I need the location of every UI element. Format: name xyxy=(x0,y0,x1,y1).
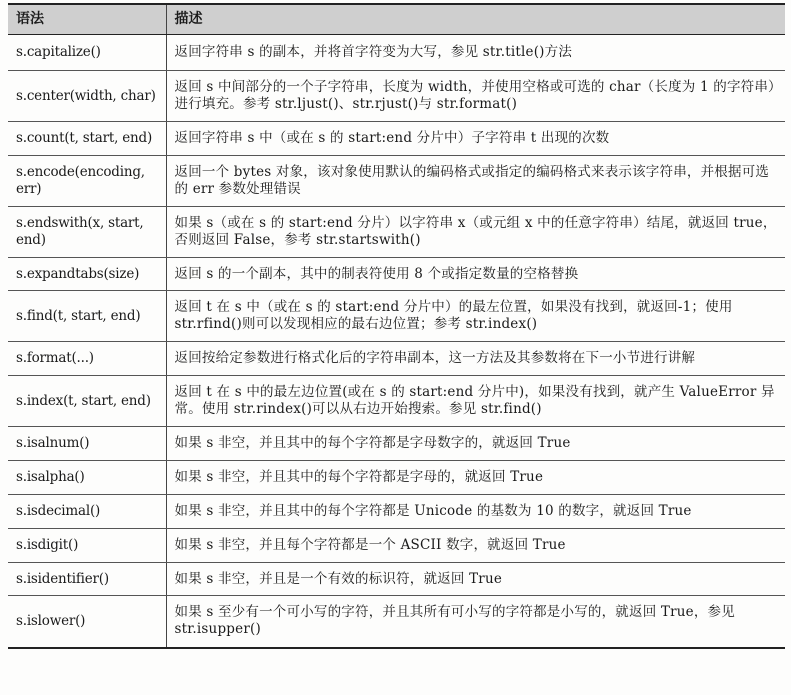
description-cell: 返回一个 bytes 对象，该对象使用默认的编码格式或指定的编码格式来表示该字符串，并根据可选的 err 参数处理错误 xyxy=(166,156,785,207)
description-cell: 返回按给定参数进行格式化后的字符串副本，这一方法及其参数将在下一小节进行讲解 xyxy=(166,342,785,376)
description-cell: 如果 s 非空，并且是一个有效的标识符，就返回 True xyxy=(166,563,785,596)
syntax-cell: s.count(t, start, end) xyxy=(8,122,166,156)
table-row xyxy=(8,156,785,207)
description-cell: 如果 s 至少有一个可小写的字符，并且其所有可小写的字符都是小写的，就返回 True，参见 str.isupper() xyxy=(166,596,785,648)
header-description: 描述 xyxy=(166,4,785,35)
syntax-cell: s.find(t, start, end) xyxy=(8,291,166,342)
table-row xyxy=(8,342,785,376)
syntax-cell: s.index(t, start, end) xyxy=(8,376,166,427)
syntax-cell: s.encode(encoding, err) xyxy=(8,156,166,207)
string-methods-table xyxy=(8,3,785,649)
description-cell: 返回 t 在 s 中（或在 s 的 start:end 分片中）的最左位置，如果没有找到，就返回-1；使用 str.rfind()则可以发现相应的最右边位置；参考 str.index() xyxy=(166,291,785,342)
syntax-cell: s.isalnum() xyxy=(8,427,166,461)
syntax-cell: s.isalpha() xyxy=(8,461,166,495)
table-row xyxy=(8,461,785,495)
description-cell: 如果 s 非空，并且每个字符都是一个 ASCII 数字，就返回 True xyxy=(166,529,785,563)
table-row xyxy=(8,291,785,342)
table-row xyxy=(8,495,785,529)
syntax-cell: s.capitalize() xyxy=(8,35,166,71)
description-cell: 如果 s 非空，并且其中的每个字符都是字母数字的，就返回 True xyxy=(166,427,785,461)
table-row xyxy=(8,207,785,258)
table-row xyxy=(8,122,785,156)
description-cell: 如果 s 非空，并且其中的每个字符都是 Unicode 的基数为 10 的数字，就返回 True xyxy=(166,495,785,529)
description-cell: 如果 s 非空，并且其中的每个字符都是字母的，就返回 True xyxy=(166,461,785,495)
description-cell: 返回 t 在 s 中的最左边位置(或在 s 的 start:end 分片中)，如果没有找到，就产生 ValueError 异常。使用 str.rindex()可以从右边开始搜索。参见 str.find() xyxy=(166,376,785,427)
syntax-cell: s.isidentifier() xyxy=(8,563,166,596)
table-row xyxy=(8,596,785,648)
syntax-cell: s.isdigit() xyxy=(8,529,166,563)
syntax-cell: s.format(...) xyxy=(8,342,166,376)
table-row xyxy=(8,35,785,71)
table-row xyxy=(8,376,785,427)
table-row xyxy=(8,529,785,563)
description-cell: 返回字符串 s 的副本，并将首字符变为大写，参见 str.title()方法 xyxy=(166,35,785,71)
syntax-cell: s.islower() xyxy=(8,596,166,648)
syntax-cell: s.isdecimal() xyxy=(8,495,166,529)
description-cell: 返回 s 中间部分的一个子字符串，长度为 width，并使用空格或可选的 char（长度为 1 的字符串）进行填充。参考 str.ljust()、str.rjust()与 str.format() xyxy=(166,71,785,122)
description-cell: 如果 s（或在 s 的 start:end 分片）以字符串 x（或元组 x 中的任意字符串）结尾，就返回 true，否则返回 False，参考 str.startswith() xyxy=(166,207,785,258)
table-row xyxy=(8,71,785,122)
description-cell: 返回 s 的一个副本，其中的制表符使用 8 个或指定数量的空格替换 xyxy=(166,258,785,291)
syntax-cell: s.expandtabs(size) xyxy=(8,258,166,291)
table-header xyxy=(8,4,785,35)
syntax-cell: s.center(width, char) xyxy=(8,71,166,122)
table-body xyxy=(8,35,785,648)
table-row xyxy=(8,563,785,596)
table-row xyxy=(8,427,785,461)
syntax-cell: s.endswith(x, start, end) xyxy=(8,207,166,258)
header-row xyxy=(8,4,785,35)
header-syntax: 语法 xyxy=(8,4,166,35)
table-row xyxy=(8,258,785,291)
description-cell: 返回字符串 s 中（或在 s 的 start:end 分片中）子字符串 t 出现的次数 xyxy=(166,122,785,156)
